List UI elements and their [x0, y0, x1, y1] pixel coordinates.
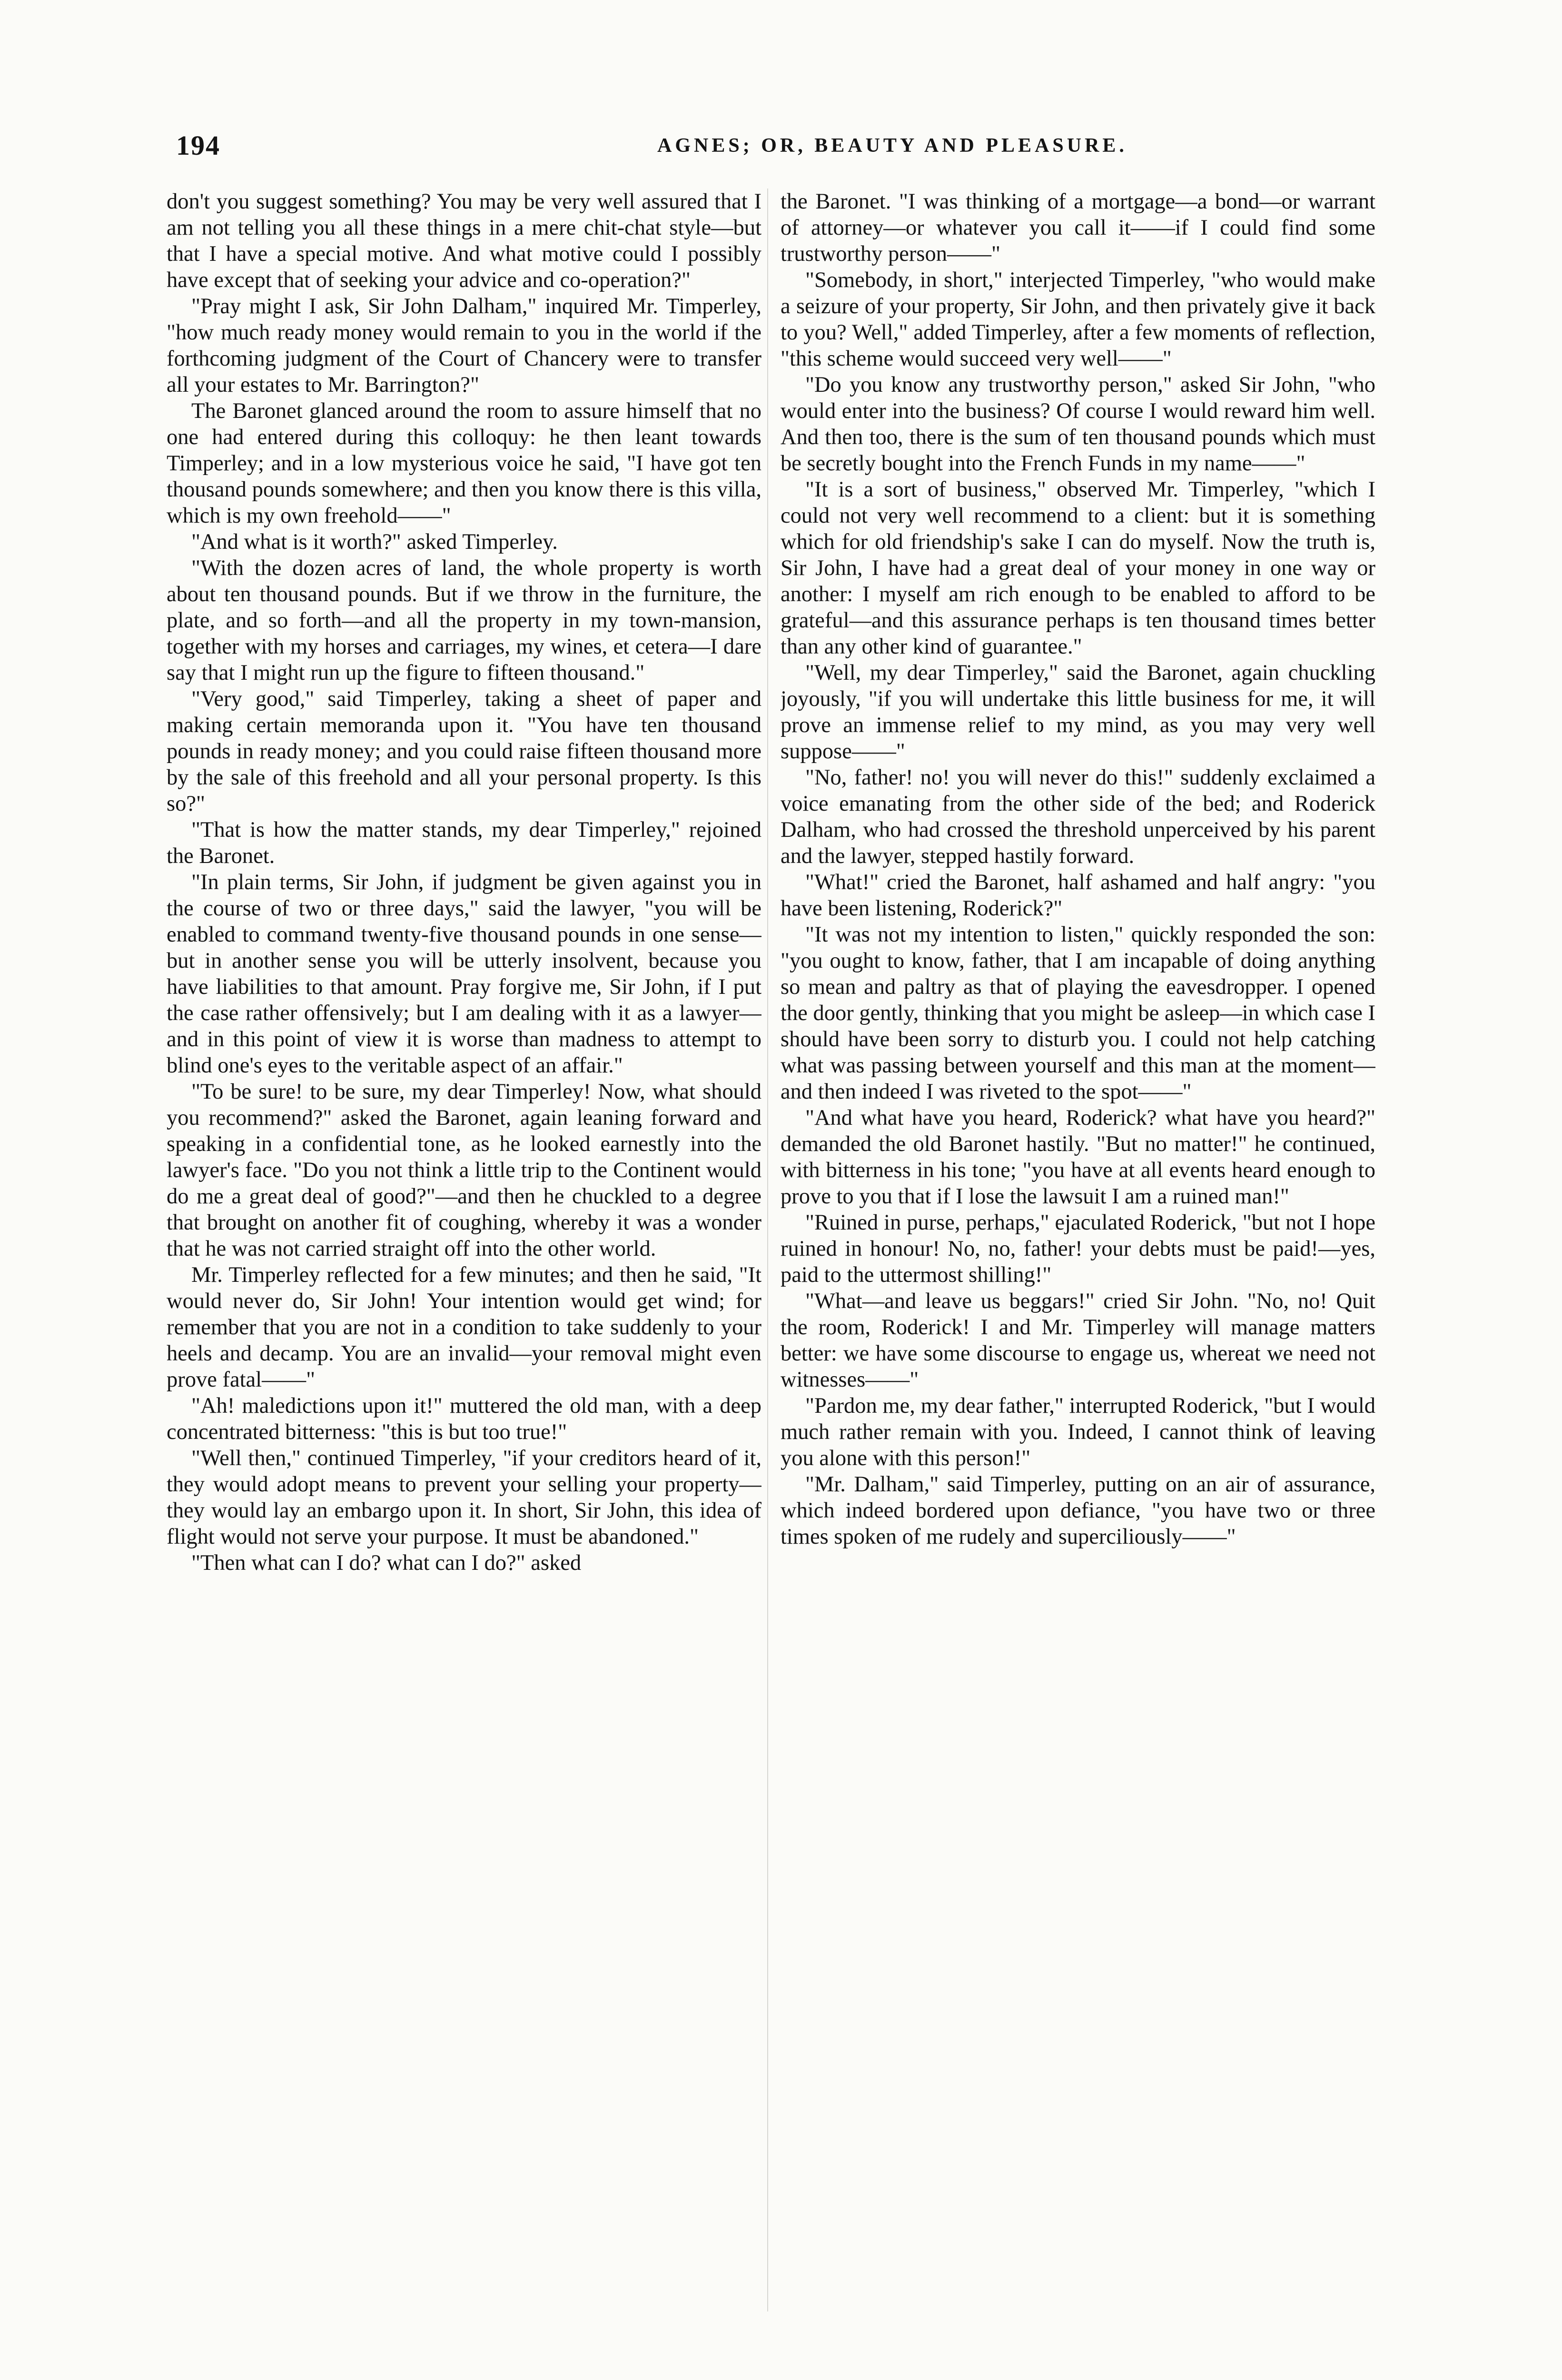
paragraph: the Baronet. "I was thinking of a mortgage—a bond—or warrant of attorney—or whatever you call it——if I could find some trustworthy person——"	[781, 189, 1375, 266]
paragraph: The Baronet glanced around the room to assure himself that no one had entered during this colloquy: he then leant towards Timperley; and in a low mysterious voice he said, "I have got ten thousand pounds somewhere; and then you know there is this villa, which is my own freehold——"	[167, 399, 761, 528]
paragraph: "Pardon me, my dear father," interrupted Roderick, "but I would much rather remain with you. Indeed, I cannot think of leaving you alone with this person!"	[781, 1394, 1375, 1470]
paragraph: "No, father! no! you will never do this!" suddenly exclaimed a voice emanating from the other side of the bed; and Roderick Dalham, who had crossed the threshold unperceived by his parent and the lawyer, stepped hastily forward.	[781, 765, 1375, 868]
paragraph: "Pray might I ask, Sir John Dalham," inquired Mr. Timperley, "how much ready money would remain to you in the world if the forthcoming judgment of the Court of Chancery were to transfer all your estates to Mr. Barrington?"	[167, 294, 761, 397]
paragraph: "In plain terms, Sir John, if judgment be given against you in the course of two or three days," said the lawyer, "you will be enabled to command twenty-five thousand pounds in one sense—but in another sense you will be utterly insolvent, because you have liabilities to that amount. Pray forgive me, Sir John, if I put the case rather offensively; but I am dealing with it as a lawyer—and in this point of view it is worse than madness to attempt to blind one's eyes to the veritable aspect of an affair."	[167, 870, 761, 1078]
paragraph: "Very good," said Timperley, taking a sheet of paper and making certain memoranda upon it. "You have ten thousand pounds in ready money; and you could raise fifteen thousand more by the sale of this freehold and all your personal property. Is this so?"	[167, 687, 761, 816]
paragraph: "What—and leave us beggars!" cried Sir John. "No, no! Quit the room, Roderick! I and Mr. Timperley will manage matters better: we have some discourse to engage us, whereat we need not witnesses——"	[781, 1289, 1375, 1392]
paragraph: "Do you know any trustworthy person," asked Sir John, "who would enter into the business? Of course I would reward him well. And then too, there is the sum of ten thousand pounds which must be secretly bought into the French Funds in my name——"	[781, 373, 1375, 476]
paragraph: don't you suggest something? You may be very well assured that I am not telling you all these things in a mere chit-chat style—but that I have a special motive. And what motive could I possibly have except that of seeking your advice and co-operation?"	[167, 189, 761, 292]
left-column	[167, 188, 761, 2335]
column-divider	[767, 188, 768, 2311]
right-column	[781, 188, 1375, 2335]
paragraph: "Well then," continued Timperley, "if your creditors heard of it, they would adopt means to prevent your selling your property—they would lay an embargo upon it. In short, Sir John, this idea of flight would not serve your purpose. It must be abandoned."	[167, 1446, 761, 1549]
paragraph: "Ah! maledictions upon it!" muttered the old man, with a deep concentrated bitterness: "this is but too true!"	[167, 1394, 761, 1444]
paragraph: "Ruined in purse, perhaps," ejaculated Roderick, "but not I hope ruined in honour! No, no, father! your debts must be paid!—yes, paid to the uttermost shilling!"	[781, 1210, 1375, 1287]
paragraph: "It was not my intention to listen," quickly responded the son: "you ought to know, father, that I am incapable of doing anything so mean and paltry as that of playing the eavesdropper. I opened the door gently, thinking that you might be asleep—in which case I should have been sorry to disturb you. I could not help catching what was passing between yourself and this man at the moment—and then indeed I was riveted to the spot——"	[781, 922, 1375, 1104]
paragraph: "Then what can I do? what can I do?" asked	[191, 1551, 582, 1575]
paragraph: "And what have you heard, Roderick? what have you heard?" demanded the old Baronet hastily. "But no matter!" he continued, with bitterness in his tone; "you have at all events heard enough to prove to you that if I lose the lawsuit I am a ruined man!"	[781, 1106, 1375, 1209]
paragraph: "Mr. Dalham," said Timperley, putting on an air of assurance, which indeed bordered upon defiance, "you have two or three times spoken of me rudely and superciliously——"	[781, 1472, 1375, 1549]
page-number: 194	[176, 130, 220, 161]
paragraph: "It is a sort of business," observed Mr. Timperley, "which I could not very well recommend to a client: but it is something which for old friendship's sake I can do myself. Now the truth is, Sir John, I have had a great deal of your money in one way or another: I myself am rich enough to be enabled to afford to be grateful—and this assurance perhaps is ten thousand times better than any other kind of guarantee."	[781, 477, 1375, 659]
paragraph: "What!" cried the Baronet, half ashamed and half angry: "you have been listening, Roderick?"	[781, 870, 1375, 921]
paragraph: "With the dozen acres of land, the whole property is worth about ten thousand pounds. But if we throw in the furniture, the plate, and so forth—and all the property in my town-mansion, together with my horses and carriages, my wines, et cetera—I dare say that I might run up the figure to fifteen thousand."	[167, 556, 761, 685]
paragraph: "That is how the matter stands, my dear Timperley," rejoined the Baronet.	[167, 818, 761, 868]
paragraph: "Well, my dear Timperley," said the Baronet, again chuckling joyously, "if you will undertake this little business for me, it will prove an immense relief to my mind, as you may very well suppose——"	[781, 661, 1375, 764]
page-header	[0, 129, 1562, 172]
paragraph: "Somebody, in short," interjected Timperley, "who would make a seizure of your property, Sir John, and then privately give it back to you? Well," added Timperley, after a few moments of reflection, "this scheme would succeed very well——"	[781, 268, 1375, 371]
running-head: AGNES; OR, BEAUTY AND PLEASURE.	[657, 135, 1127, 157]
paragraph: "To be sure! to be sure, my dear Timperley! Now, what should you recommend?" asked the Baronet, again leaning forward and speaking in a confidential tone, as he looked earnestly into the lawyer's face. "Do you not think a little trip to the Continent would do me a great deal of good?"—and then he chuckled to a degree that brought on another fit of coughing, whereby it was a wonder that he was not carried straight off into the other world.	[167, 1080, 761, 1261]
paragraph: "And what is it worth?" asked Timperley.	[191, 530, 558, 554]
paragraph: Mr. Timperley reflected for a few minutes; and then he said, "It would never do, Sir John! Your intention would get wind; for remember that you are not in a condition to take suddenly to your heels and decamp. You are an invalid—your removal might even prove fatal——"	[167, 1263, 761, 1392]
